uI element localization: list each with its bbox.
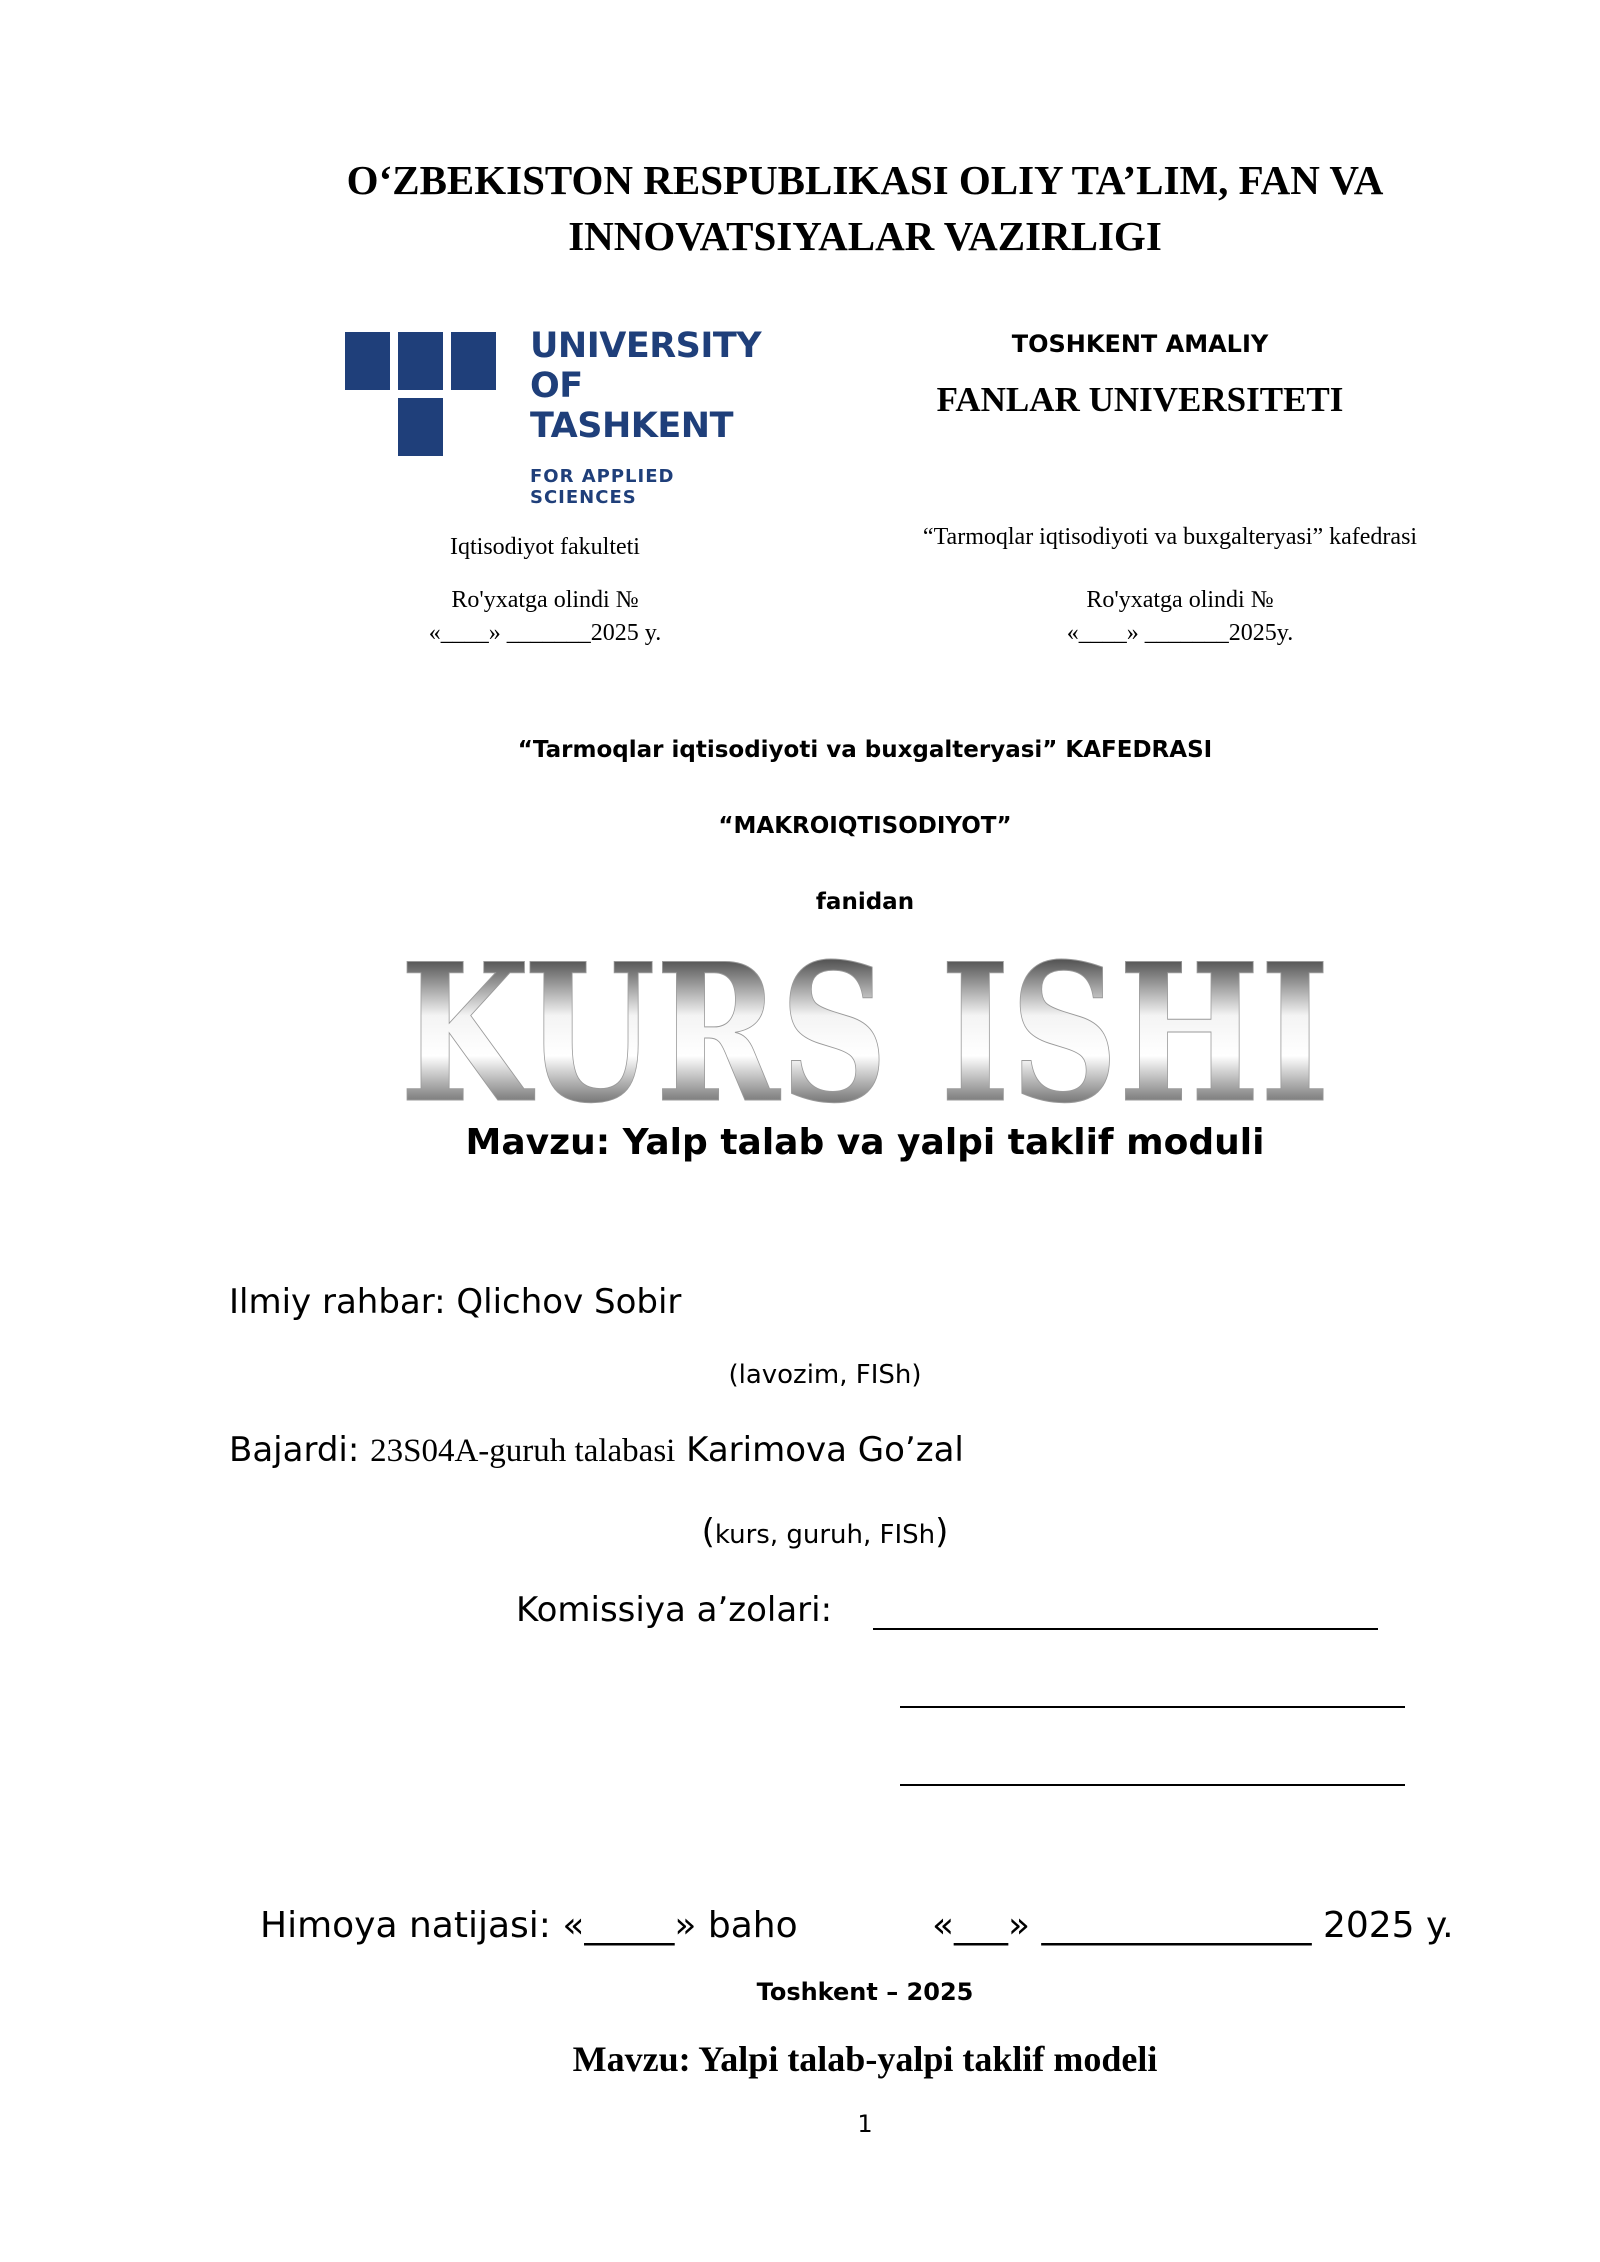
note-paren-close: )	[935, 1512, 949, 1552]
kurs-ishi-wordart	[390, 950, 1340, 1110]
subject-title: “MAKROIQTISODIYOT”	[718, 813, 1012, 839]
logo-line-applied-sciences: FOR APPLIED SCIENCES	[530, 466, 675, 508]
city-year: Toshkent – 2025	[756, 1978, 974, 2006]
logo-line-of-tashkent: OF TASHKENT	[530, 366, 733, 446]
university-name-line2: FANLAR UNIVERSITETI	[936, 380, 1344, 419]
registration-date: «____» _______2025y.	[1066, 620, 1294, 646]
logo-square-icon	[451, 332, 496, 390]
student-line	[229, 1430, 964, 1470]
note-text: kurs, guruh, FISh	[714, 1520, 936, 1550]
student-label: Bajardi:	[229, 1430, 371, 1470]
student-group: 23S04A-guruh talabasi	[370, 1433, 676, 1469]
registration-date: «____» _______2025 y.	[428, 620, 662, 646]
kurs-ishi-text: KURS ISHI	[400, 950, 1330, 1110]
university-logo	[345, 326, 775, 508]
registration-right	[930, 584, 1430, 650]
logo-text	[530, 326, 775, 508]
topic-title: Mavzu: Yalp talab va yalpi taklif moduli	[465, 1122, 1265, 1163]
logo-line-university: UNIVERSITY	[530, 326, 762, 366]
supervisor-line: Ilmiy rahbar: Qlichov Sobir	[229, 1282, 682, 1322]
defense-result: Himoya natijasi: «_____» baho	[260, 1905, 798, 1946]
faculty-name: Iqtisodiyot fakulteti	[450, 534, 640, 560]
fanidan-label: fanidan	[815, 889, 915, 915]
commission-signature-line	[900, 1706, 1405, 1708]
commission-label: Komissiya a’zolari:	[516, 1590, 833, 1630]
registration-label: Ro'yxatga olindi №	[1086, 587, 1274, 613]
note-paren-open: (	[701, 1512, 715, 1552]
ministry-title: O‘ZBEKISTON RESPUBLIKASI OLIY TA’LIM, FAN VA INNOVATSIYALAR VAZIRLIGI	[346, 157, 1384, 259]
page-number: 1	[857, 2110, 873, 2138]
kafedra-name: “Tarmoqlar iqtisodiyoti va buxgalteryasi” kafedrasi	[922, 524, 1418, 550]
kafedra-title: “Tarmoqlar iqtisodiyoti va buxgalteryasi” KAFEDRASI	[517, 737, 1213, 763]
logo-square-icon	[345, 332, 390, 390]
student-note	[300, 1512, 1350, 1552]
university-name-line1: TOSHKENT AMALIY	[1011, 330, 1269, 358]
supervisor-note: (lavozim, FISh)	[728, 1360, 922, 1390]
logo-square-icon	[398, 332, 443, 390]
student-name: Karimova Go’zal	[675, 1430, 964, 1470]
registration-label: Ro'yxatga olindi №	[451, 587, 639, 613]
defense-date: «___» _______________ 2025 y.	[932, 1905, 1454, 1946]
logo-square-icon	[398, 398, 443, 456]
commission-signature-line	[873, 1628, 1378, 1630]
topic-title-secondary: Mavzu: Yalpi talab-yalpi taklif modeli	[572, 2039, 1158, 2079]
commission-signature-line	[900, 1784, 1405, 1786]
registration-left	[330, 584, 760, 650]
